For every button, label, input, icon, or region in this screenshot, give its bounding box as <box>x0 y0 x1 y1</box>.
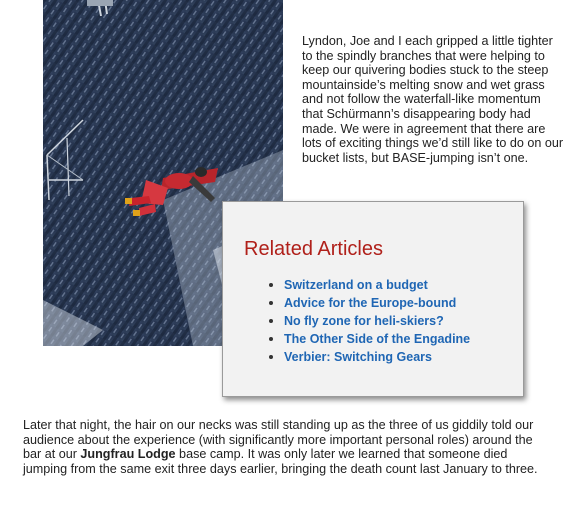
list-item <box>267 312 517 330</box>
list-item <box>267 330 517 348</box>
related-link-europe-bound[interactable]: Advice for the Europe-bound <box>284 296 457 310</box>
bullet-icon <box>269 283 273 287</box>
list-item <box>267 294 517 312</box>
related-articles-list <box>267 276 517 366</box>
bullet-icon <box>269 337 273 341</box>
related-link-engadine[interactable]: The Other Side of the Engadine <box>284 332 471 346</box>
related-link-verbier[interactable]: Verbier: Switching Gears <box>284 350 432 364</box>
closing-paragraph <box>23 418 553 476</box>
related-link-switzerland-budget[interactable]: Switzerland on a budget <box>284 278 428 292</box>
closing-text-end: base camp. It was only later we learned that someone died jumping from the same exit three days earlier, bringing the death count last January to three. <box>23 447 538 476</box>
intro-paragraph: Lyndon, Joe and I each gripped a little tighter to the spindly branches that were helping to keep our quivering bodies stuck to the steep mountainside’s melting snow and wet grass and not follow the waterfall-like momentum that Schürmann’s disappearing body had made. We were in agreement that there are lots of exciting things we’d still like to do on our bucket lists, but BASE-jumping isn’t one. <box>302 34 564 165</box>
list-item <box>267 276 517 294</box>
related-link-heli-skiers[interactable]: No fly zone for heli-skiers? <box>284 314 444 328</box>
closing-text-start: Later that night, the hair on our necks was still standing up as the three of us giddily told our audience about the experience (with significantly more important personal roles) around the bar at our <box>23 418 534 462</box>
list-item <box>267 348 517 366</box>
bullet-icon <box>269 355 273 359</box>
related-articles-title: Related Articles <box>244 238 383 260</box>
jungfrau-lodge-bold: Jungfrau Lodge <box>80 447 176 462</box>
bullet-icon <box>269 301 273 305</box>
related-articles-box <box>222 201 524 397</box>
bullet-icon <box>269 319 273 323</box>
